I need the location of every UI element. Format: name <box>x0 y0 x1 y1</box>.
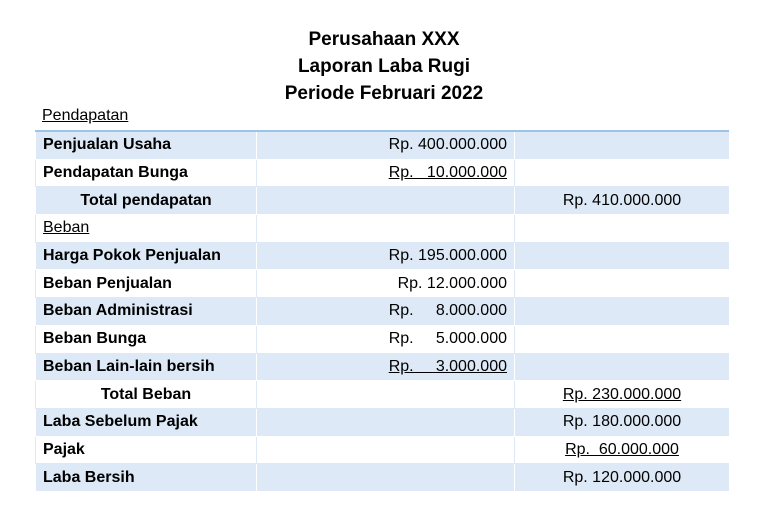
amount-value: Rp. 3.000.000 <box>388 357 507 375</box>
row-label: Beban Lain-lain bersih <box>36 353 257 381</box>
total-cell <box>515 298 730 326</box>
table-row <box>36 215 730 243</box>
total-cell <box>515 215 730 243</box>
amount-cell <box>257 464 515 492</box>
table-row <box>36 325 730 353</box>
total-cell <box>515 408 730 436</box>
amount-value: Rp. 5.000.000 <box>388 330 507 348</box>
report-title: Laporan Laba Rugi <box>297 56 471 77</box>
income-statement-table <box>35 130 729 492</box>
amount-value: Rp. 10.000.000 <box>388 164 507 182</box>
total-cell <box>515 325 730 353</box>
row-label: Total pendapatan <box>36 187 257 215</box>
amount-value: Rp. 195.000.000 <box>388 247 507 265</box>
table-row <box>36 187 730 215</box>
row-label: Pajak <box>36 436 257 464</box>
report-header <box>0 26 768 107</box>
table-row <box>36 353 730 381</box>
total-cell <box>515 187 730 215</box>
amount-cell <box>257 242 515 270</box>
amount-cell <box>257 159 515 187</box>
row-label: Harga Pokok Penjualan <box>36 242 257 270</box>
total-cell <box>515 159 730 187</box>
amount-cell <box>257 408 515 436</box>
total-value: Rp. 230.000.000 <box>562 385 682 403</box>
row-label: Laba Sebelum Pajak <box>36 408 257 436</box>
table-row <box>36 381 730 409</box>
amount-cell <box>257 436 515 464</box>
amount-value: Rp. 8.000.000 <box>388 302 507 320</box>
row-label: Laba Bersih <box>36 464 257 492</box>
section-label-beban <box>36 215 257 243</box>
row-label: Pendapatan Bunga <box>36 159 257 187</box>
total-value: Rp. 180.000.000 <box>562 413 682 431</box>
amount-cell <box>257 131 515 159</box>
total-cell <box>515 242 730 270</box>
row-label: Beban Administrasi <box>36 298 257 326</box>
table-row <box>36 131 730 159</box>
total-value: Rp. 60.000.000 <box>565 440 679 458</box>
amount-value: Rp. 400.000.000 <box>388 136 507 154</box>
table-row <box>36 298 730 326</box>
row-label: Total Beban <box>36 381 257 409</box>
row-label: Beban Bunga <box>36 325 257 353</box>
section-label-text: Beban <box>43 219 90 237</box>
amount-cell <box>257 270 515 298</box>
amount-cell <box>257 187 515 215</box>
table-row <box>36 270 730 298</box>
amount-cell <box>257 353 515 381</box>
table-row <box>36 159 730 187</box>
amount-cell <box>257 298 515 326</box>
amount-cell <box>257 215 515 243</box>
total-cell <box>515 270 730 298</box>
row-label: Beban Penjualan <box>36 270 257 298</box>
table-row <box>36 464 730 492</box>
total-cell <box>515 436 730 464</box>
section-label-pendapatan: Pendapatan <box>42 107 129 124</box>
table-row <box>36 242 730 270</box>
total-cell <box>515 131 730 159</box>
table-row <box>36 436 730 464</box>
table-row <box>36 408 730 436</box>
amount-cell <box>257 325 515 353</box>
amount-value: Rp. 12.000.000 <box>397 274 507 292</box>
total-cell <box>515 381 730 409</box>
total-value: Rp. 120.000.000 <box>562 468 682 486</box>
company-name: Perusahaan XXX <box>308 29 460 50</box>
report-period: Periode Februari 2022 <box>284 83 484 104</box>
row-label: Penjualan Usaha <box>36 131 257 159</box>
total-value: Rp. 410.000.000 <box>562 191 682 209</box>
total-cell <box>515 353 730 381</box>
amount-cell <box>257 381 515 409</box>
total-cell <box>515 464 730 492</box>
